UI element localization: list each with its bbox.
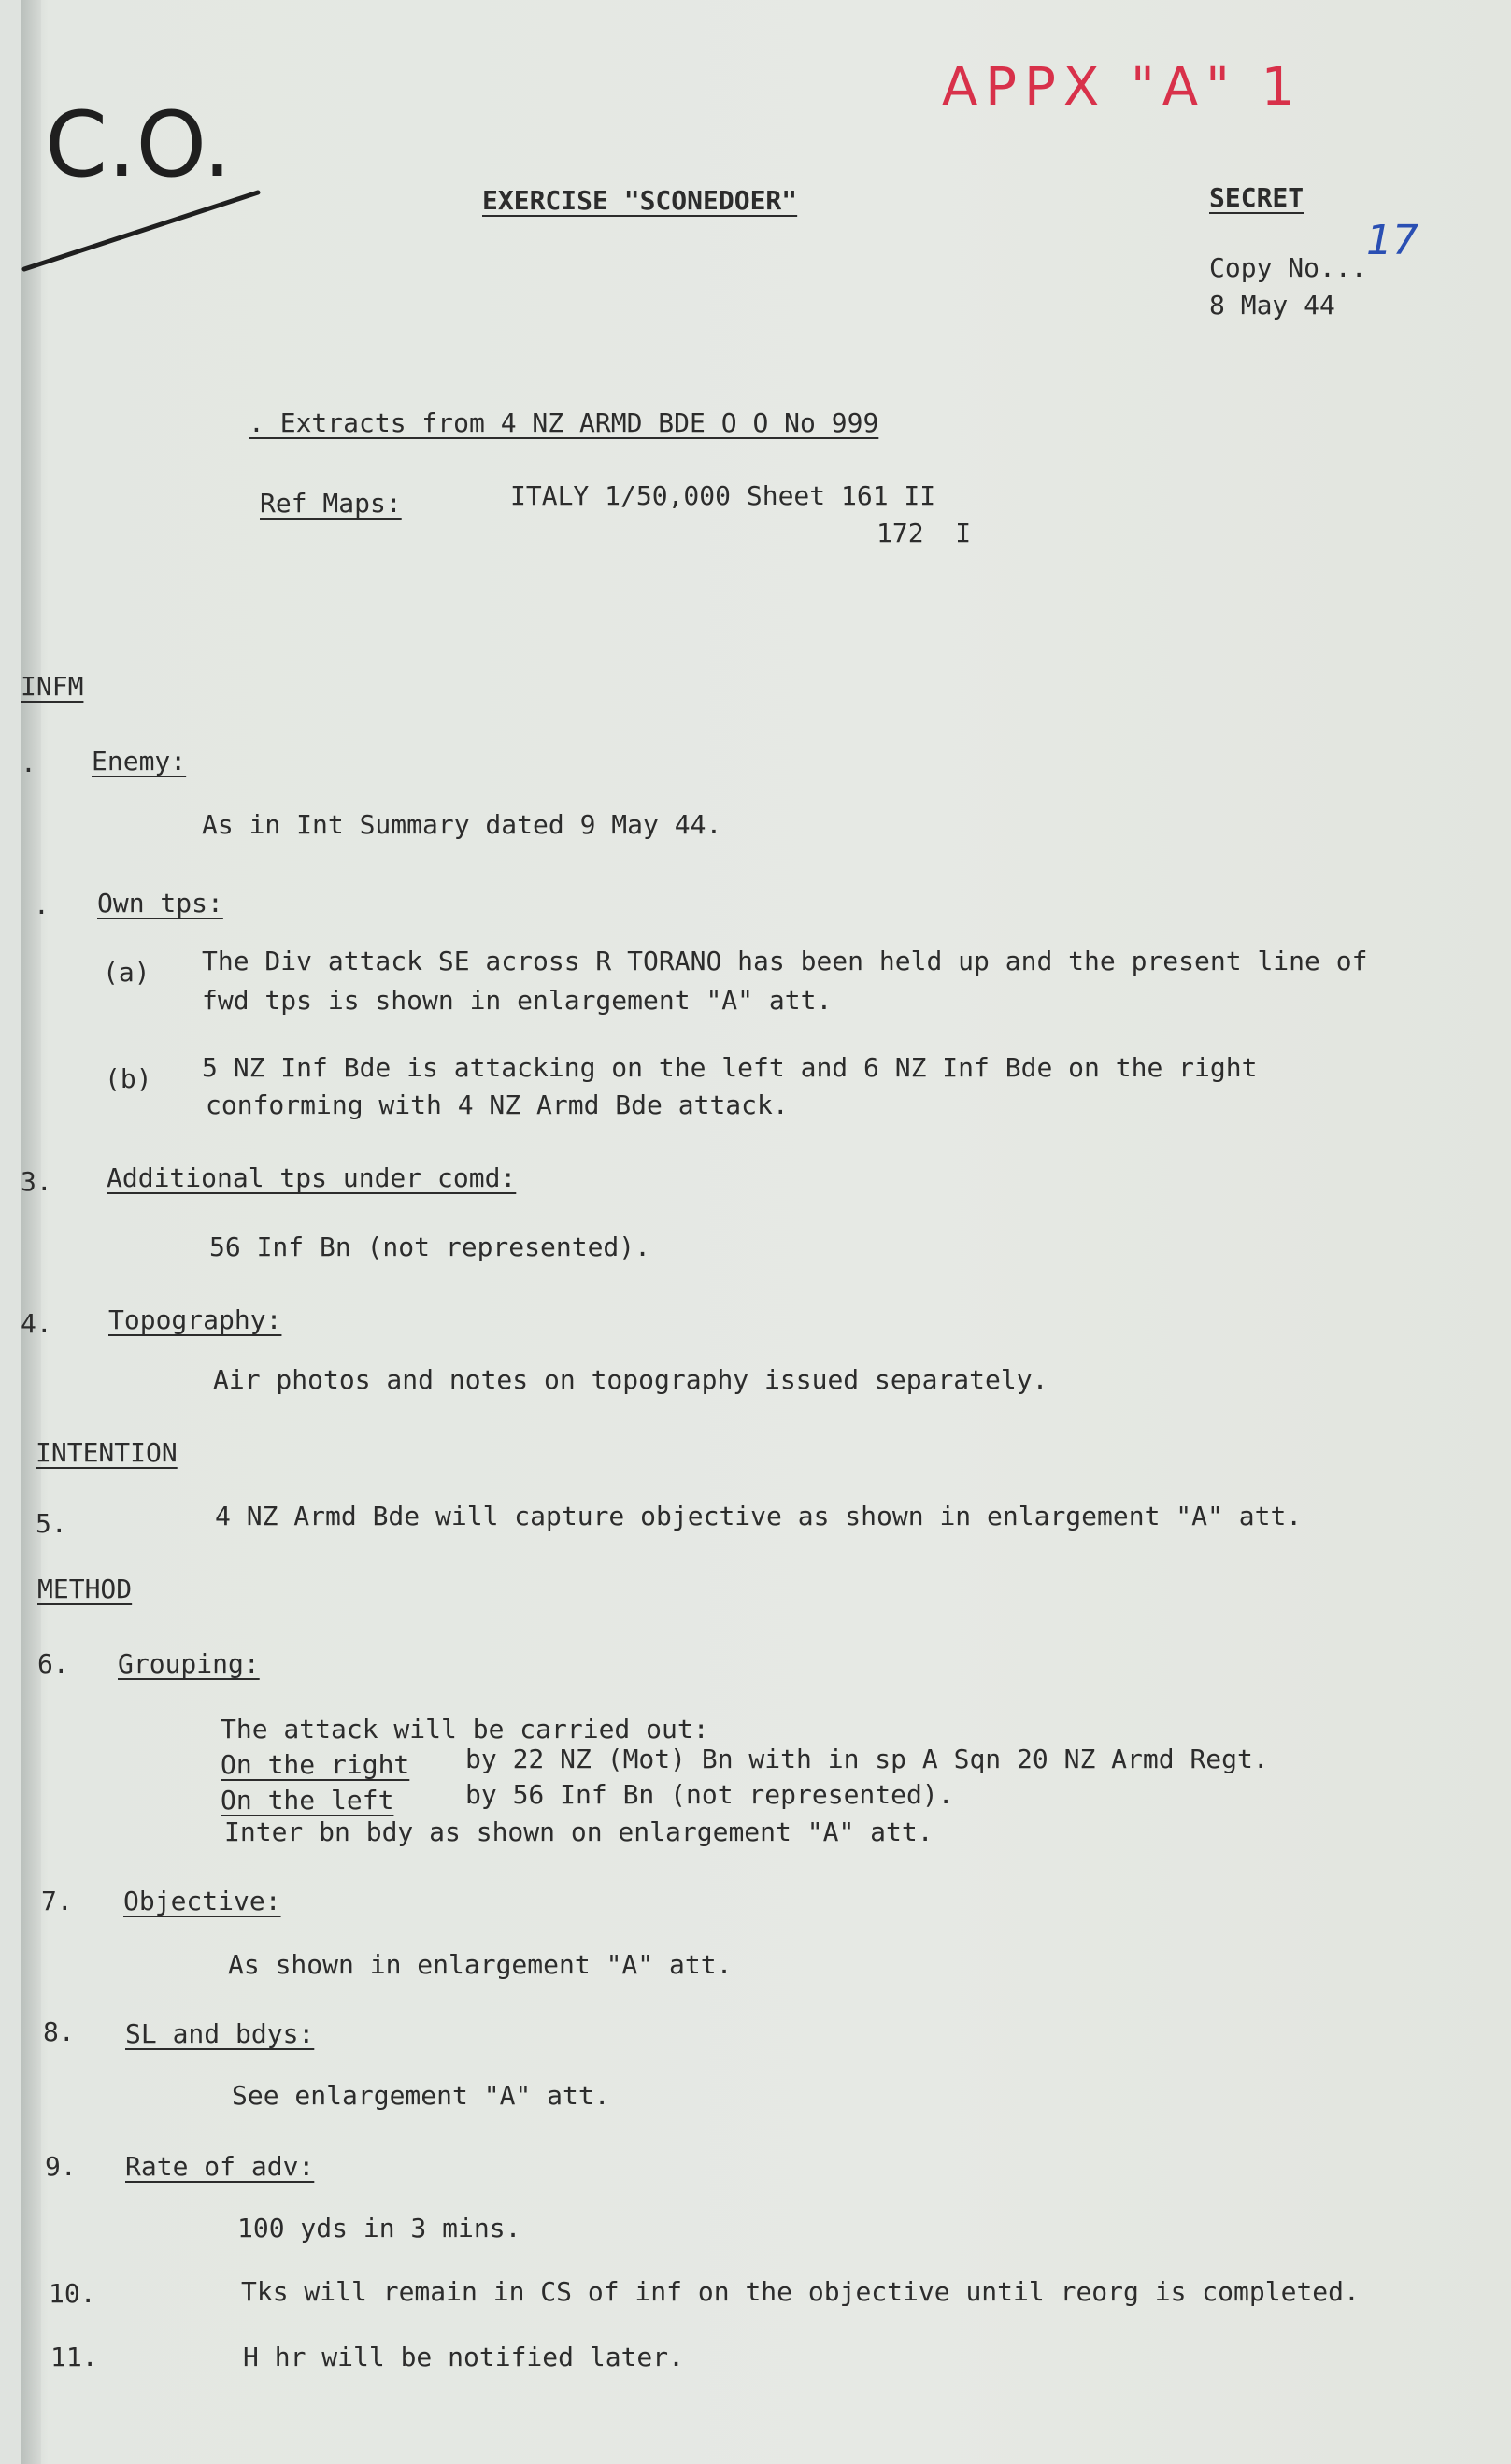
para-2b-line1: 5 NZ Inf Bde is attacking on the left and 6 NZ Inf Bde on the right: [202, 1052, 1258, 1083]
para-3-text: 56 Inf Bn (not represented).: [209, 1232, 651, 1262]
para-9-text: 100 yds in 3 mins.: [237, 2213, 521, 2243]
document-date: 8 May 44: [1209, 290, 1335, 320]
para-9-number: 9.: [45, 2151, 77, 2182]
para-6-left-text: by 56 Inf Bn (not represented).: [465, 1779, 954, 1810]
extract-title: . Extracts from 4 NZ ARMD BDE O O No 999: [249, 407, 879, 438]
ref-maps-line1: ITALY 1/50,000 Sheet 161 II: [510, 480, 936, 511]
para-10-text: Tks will remain in CS of inf on the objective until reorg is completed.: [241, 2276, 1360, 2307]
para-8-heading: SL and bdys:: [125, 2018, 315, 2049]
para-2-heading: Own tps:: [97, 888, 223, 919]
para-2b-line2: conforming with 4 NZ Armd Bde attack.: [206, 1090, 789, 1120]
para-6-right-label: On the right: [221, 1749, 410, 1780]
para-6-heading: Grouping:: [118, 1648, 260, 1679]
para-3-number: 3.: [21, 1166, 52, 1197]
ref-maps-line2: 172 I: [877, 518, 972, 548]
handwritten-underline: [21, 178, 282, 280]
para-1-text: As in Int Summary dated 9 May 44.: [202, 809, 722, 840]
para-6-line1: The attack will be carried out:: [221, 1714, 709, 1745]
section-infm: INFM: [21, 671, 84, 702]
para-6-line4: Inter bn bdy as shown on enlargement "A" att.: [224, 1816, 934, 1847]
para-8-text: See enlargement "A" att.: [232, 2080, 610, 2111]
para-6-left-label: On the left: [221, 1785, 394, 1816]
ref-maps-label: Ref Maps:: [260, 488, 402, 519]
section-intention: INTENTION: [36, 1437, 178, 1468]
para-2-number: .: [34, 890, 50, 920]
para-1-heading: Enemy:: [92, 746, 187, 776]
para-11-number: 11.: [50, 2342, 98, 2372]
para-4-text: Air photos and notes on topography issued separately.: [213, 1364, 1048, 1395]
copy-label: Copy No...: [1209, 252, 1367, 283]
exercise-title: EXERCISE "SCONEDOER": [482, 185, 798, 216]
para-8-number: 8.: [43, 2016, 75, 2047]
appendix-marking: APPX "A" 1: [942, 57, 1303, 118]
page-edge: [21, 0, 41, 2464]
para-9-heading: Rate of adv:: [125, 2151, 315, 2182]
para-5-number: 5.: [36, 1508, 67, 1539]
para-4-number: 4.: [21, 1308, 52, 1339]
para-6-right-text: by 22 NZ (Mot) Bn with in sp A Sqn 20 NZ Armd Regt.: [465, 1744, 1269, 1774]
para-2a-line2: fwd tps is shown in enlargement "A" att.: [202, 985, 833, 1016]
para-6-number: 6.: [37, 1648, 69, 1679]
para-2a-label: (a): [103, 957, 150, 988]
para-2b-label: (b): [105, 1063, 152, 1094]
para-10-number: 10.: [49, 2278, 96, 2309]
para-7-number: 7.: [41, 1886, 73, 1916]
document-page: [21, 0, 1511, 2464]
section-method: METHOD: [37, 1574, 133, 1604]
handwritten-co: C.O.: [45, 93, 232, 197]
para-4-heading: Topography:: [108, 1304, 282, 1335]
para-7-text: As shown in enlargement "A" att.: [228, 1949, 733, 1980]
para-1-number: .: [21, 748, 36, 778]
copy-number: 17: [1366, 217, 1418, 264]
para-11-text: H hr will be notified later.: [243, 2342, 685, 2372]
classification: SECRET: [1209, 182, 1304, 213]
para-2a-line1: The Div attack SE across R TORANO has been held up and the present line of: [202, 946, 1368, 976]
para-5-text: 4 NZ Armd Bde will capture objective as shown in enlargement "A" att.: [215, 1501, 1303, 1531]
para-3-heading: Additional tps under comd:: [107, 1162, 517, 1193]
para-7-heading: Objective:: [123, 1886, 281, 1916]
